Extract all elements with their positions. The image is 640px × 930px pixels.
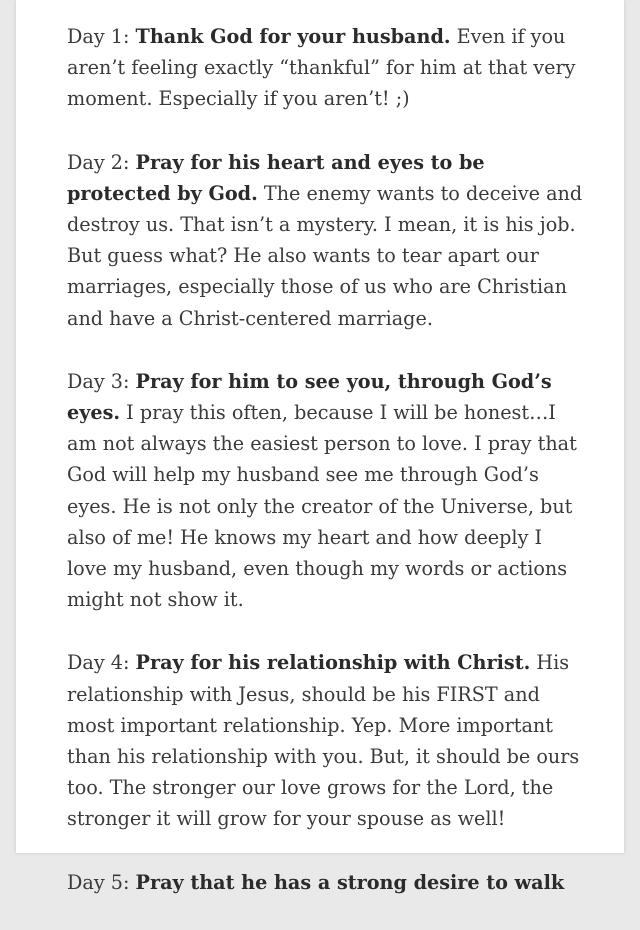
- day-body: Even if you aren’t feeling exactly “thankful” for him at that very moment. Especially if you aren’t! ;): [67, 25, 576, 111]
- day-5-paragraph: [67, 867, 587, 898]
- day-heading: Pray for his relationship with Christ.: [135, 651, 531, 675]
- day-label: Day 1:: [67, 25, 130, 48]
- day-heading: Pray that he has a strong desire to walk: [135, 870, 565, 894]
- day-3-paragraph: [67, 366, 587, 616]
- day-body: His relationship with Jesus, should be his FIRST and most important relationship. Yep. More important than his relationship with you. But, it should be ours too. The stronger our love grows for the Lord, the stronger it will grow for your spouse as well!: [67, 651, 580, 831]
- day-body: The enemy wants to deceive and destroy us. That isn’t a mystery. I mean, it is his job. But guess what? He also wants to tear apart our marriages, especially those of us who are Christian and have a Christ-centered marriage.: [67, 181, 583, 330]
- day-label: Day 4:: [67, 651, 130, 675]
- day-label: Day 5:: [67, 870, 130, 894]
- day-label: Day 2:: [67, 150, 130, 174]
- day-2-paragraph: [67, 147, 587, 334]
- day-4-paragraph: [67, 647, 587, 834]
- day-body: I pray this often, because I will be honest…I am not always the easiest person to love. I pray that God will help my husband see me through God’s eyes. He is not only the creator of the Universe, but also of me! He knows my heart and how deeply I love my husband, even though my words or actions might not show it.: [67, 401, 577, 612]
- day-heading: Thank God for your husband.: [135, 25, 451, 48]
- day-label: Day 3:: [67, 369, 130, 393]
- article-page: [16, 0, 624, 894]
- article-content: [67, 21, 587, 930]
- day-heading: Pray for him to see you, through God’s eyes.: [67, 369, 552, 425]
- day-heading: Pray for his heart and eyes to be protected by God.: [67, 150, 485, 205]
- day-1-paragraph: [67, 21, 587, 115]
